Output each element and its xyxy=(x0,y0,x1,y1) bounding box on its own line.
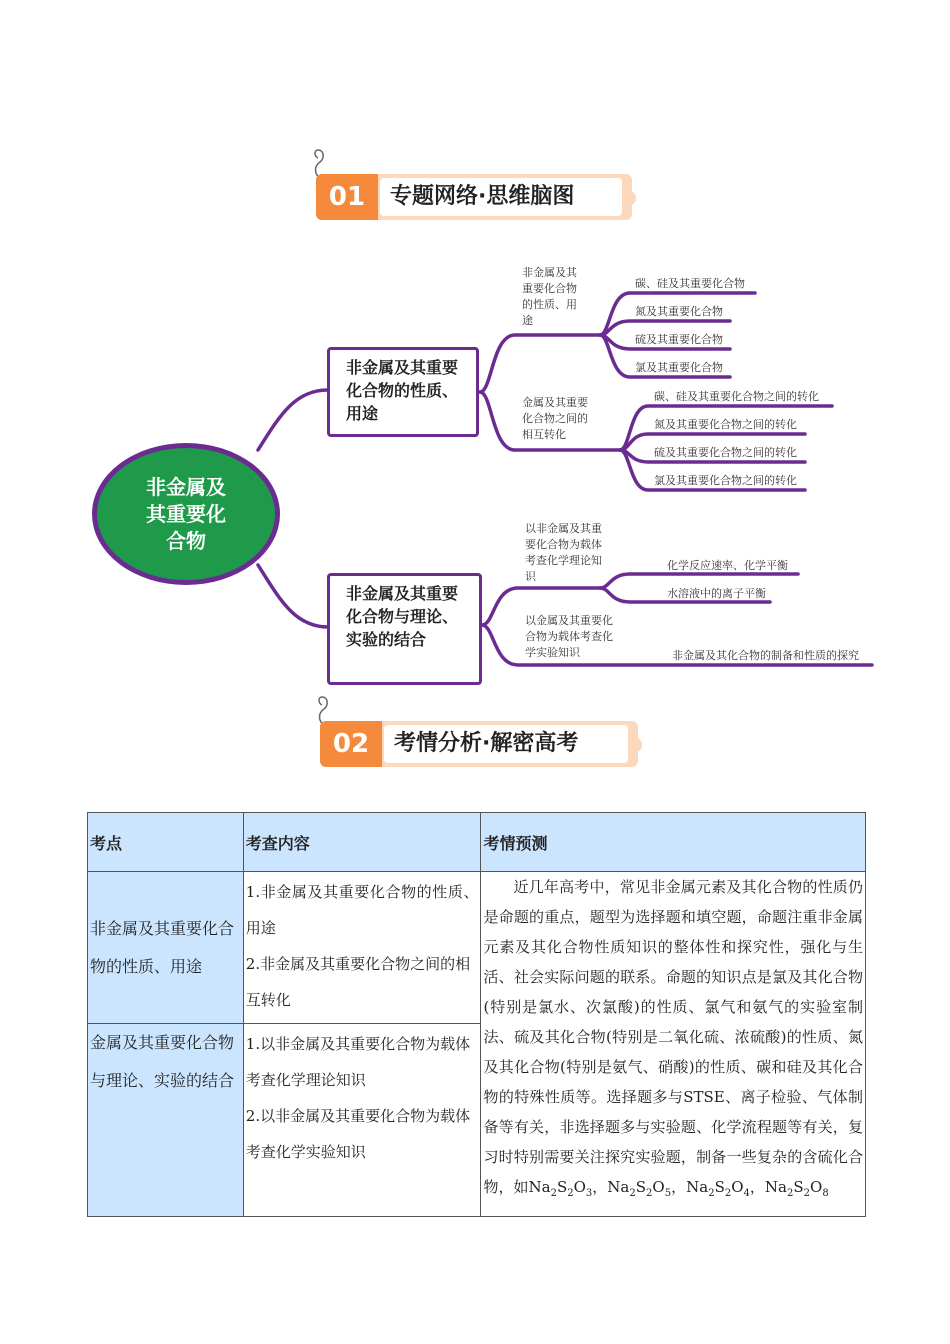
leaf-nitrogen-conversion: 氮及其重要化合物之间的转化 xyxy=(654,418,797,431)
header-prediction: 考情预测 xyxy=(481,813,866,872)
branch-2-sub-2: 以金属及其重要化合物为载体考查化学实验知识 xyxy=(525,614,613,659)
header-point: 考点 xyxy=(88,813,244,872)
row-1-point: 非金属及其重要化合物的性质、用途 xyxy=(88,872,244,1024)
branch-1-node: 非金属及其重要化合物的性质、用途 xyxy=(327,347,479,437)
table-row xyxy=(88,872,866,1024)
leaf-carbon-silicon-conversion: 碳、硅及其重要化合物之间的转化 xyxy=(654,390,819,403)
leaf-chlorine: 氯及其重要化合物 xyxy=(635,361,723,374)
leaf-carbon-silicon: 碳、硅及其重要化合物 xyxy=(635,277,745,290)
row-2-content: 1.以非金属及其重要化合物为载体考查化学理论知识 2.以非金属及其重要化合物为载体考查化学实验知识 xyxy=(243,1024,481,1217)
leaf-nitrogen: 氮及其重要化合物 xyxy=(635,305,723,318)
leaf-sulfur: 硫及其重要化合物 xyxy=(635,333,723,346)
prediction-text: 近几年高考中，常见非金属元素及其化合物的性质仍是命题的重点，题型为选择题和填空题，命题注重非金属元素及其化合物性质知识的整体性和探究性，强化与生活、社会实际问题的联系。命题的知识点是氯及其化合物(特别是氯水、次氯酸)的性质、氯气和氨气的实验室制法、硫及其化合物(特别是二氧化硫、浓硫酸)的性质、氮及其化合物(特别是氨气、硝酸)的性质、碳和硅及其化合物的特殊性质等。选择题多与STSE、离子检验、气体制备等有关，非选择题多与实验题、化学流程题等有关，复习时特别需要关注探究实验题，制备一些复杂的含硫化合物，如 xyxy=(483,878,863,1196)
section-2-title: 考情分析·解密高考 xyxy=(384,725,628,763)
section-1-title: 专题网络·思维脑图 xyxy=(380,178,622,216)
branch-1-sub-1: 非金属及其重要化合物的性质、用途 xyxy=(522,266,577,327)
section-1-number: 01 xyxy=(316,174,378,220)
leaf-preparation: 非金属及其化合物的制备和性质的探究 xyxy=(672,649,859,662)
leaf-reaction-rate: 化学反应速率、化学平衡 xyxy=(667,559,788,572)
branch-2-sub-1: 以非金属及其重要化合物为载体考查化学理论知识 xyxy=(525,522,602,583)
prediction-cell: 近几年高考中，常见非金属元素及其化合物的性质仍是命题的重点，题型为选择题和填空题，命题注重非金属元素及其化合物性质知识的整体性和探究性，强化与生活、社会实际问题的联系。命题的知识点是氯及其化合物(特别是氯水、次氯酸)的性质、氯气和氨气的实验室制法、硫及其化合物(特别是二氧化硫、浓硫酸)的性质、氮及其化合物(特别是氨气、硝酸)的性质、碳和硅及其化合物的特殊性质等。选择题多与STSE、离子检验、气体制备等有关，非选择题多与实验题、化学流程题等有关，复习时特别需要关注探究实验题，制备一些复杂的含硫化合物，如$Na_2S_2O_3$，$Na_2S_2O_5$，$Na_2S_2O_4$，$Na_2S_2O_8$ xyxy=(481,872,866,1217)
section-2-banner xyxy=(320,711,638,769)
formula-1: $Na_2S_2O_3$ xyxy=(528,1178,593,1199)
header-content: 考查内容 xyxy=(243,813,481,872)
row-1-content: 1.非金属及其重要化合物的性质、用途 2.非金属及其重要化合物之间的相互转化 xyxy=(243,872,481,1024)
branch-2-node: 非金属及其重要化合物与理论、实验的结合 xyxy=(327,573,482,685)
branch-1-sub-2: 金属及其重要化合物之间的相互转化 xyxy=(522,396,588,441)
leaf-sulfur-conversion: 硫及其重要化合物之间的转化 xyxy=(654,446,797,459)
formula-4: $Na_2S_2O_8$ xyxy=(764,1178,829,1199)
section-2-number: 02 xyxy=(320,721,382,767)
mind-map xyxy=(80,255,880,695)
exam-analysis-table xyxy=(87,812,866,1217)
leaf-ion-equilibrium: 水溶液中的离子平衡 xyxy=(667,587,766,600)
leaf-chlorine-conversion: 氯及其重要化合物之间的转化 xyxy=(654,474,797,487)
row-2-point: 金属及其重要化合物与理论、实验的结合 xyxy=(88,1024,244,1217)
mind-map-root: 非金属及其重要化合物 xyxy=(92,443,280,585)
section-1-banner xyxy=(316,164,632,222)
formula-3: $Na_2S_2O_4$ xyxy=(686,1178,750,1199)
table-header-row xyxy=(88,813,866,872)
formula-2: $Na_2S_2O_5$ xyxy=(607,1178,672,1199)
